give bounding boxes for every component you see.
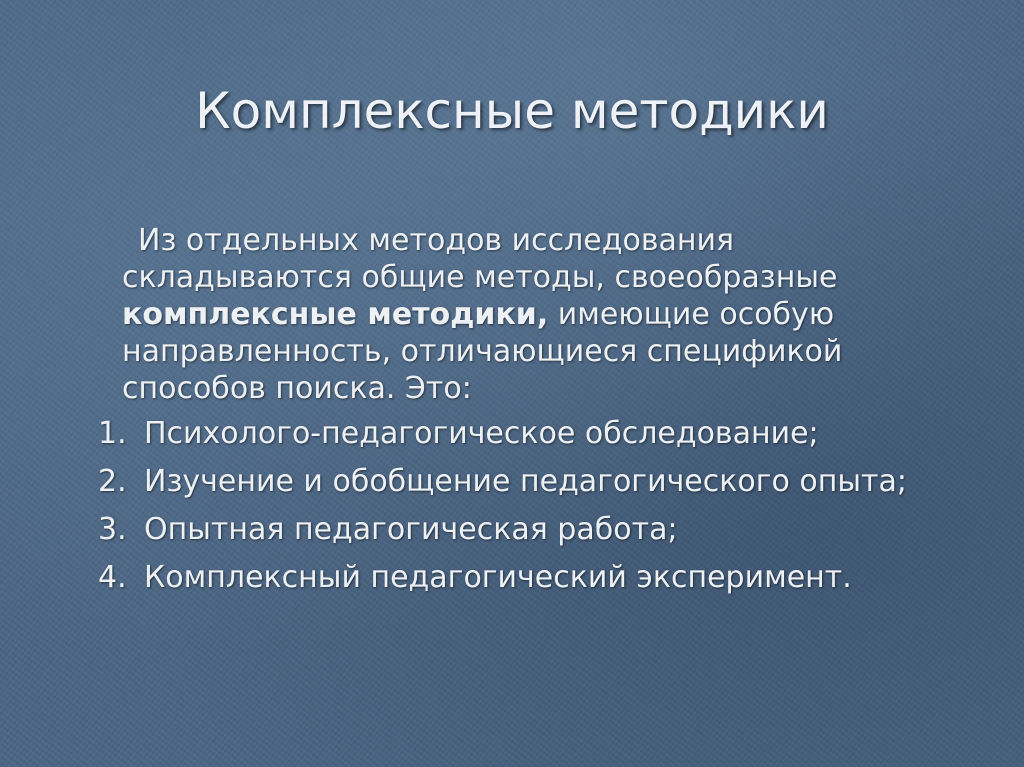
- list-item-number: 4.: [98, 560, 127, 595]
- list-item: [98, 511, 998, 548]
- slide-content: [98, 222, 998, 607]
- intro-line-3-rest: имеющие особую: [548, 297, 835, 332]
- list-item-text: Изучение и обобщение педагогического опыта;: [144, 464, 907, 499]
- list-item-text: Опытная педагогическая работа;: [144, 512, 678, 547]
- intro-line-5: способов поиска. Это:: [122, 371, 472, 406]
- list-item: [98, 463, 998, 500]
- intro-line-3: [122, 296, 998, 333]
- list-item-number: 3.: [98, 512, 127, 547]
- intro-paragraph: [122, 222, 998, 407]
- intro-line-4: направленность, отличающиеся спецификой: [122, 334, 843, 369]
- intro-line-1: Из отдельных методов исследования: [138, 223, 735, 258]
- bold-phrase: комплексные методики,: [122, 297, 549, 332]
- intro-line-2: складываются общие методы, своеобразные: [122, 260, 838, 295]
- list-item-number: 1.: [98, 416, 127, 451]
- slide-title: Комплексные методики: [195, 82, 829, 140]
- list-item-text: Комплексный педагогический эксперимент.: [144, 560, 852, 595]
- list-item-text: Психолого-педагогическое обследование;: [144, 416, 819, 451]
- list-item: [98, 415, 998, 452]
- list-item-number: 2.: [98, 464, 127, 499]
- methods-list: [98, 415, 998, 596]
- list-item: [98, 559, 998, 596]
